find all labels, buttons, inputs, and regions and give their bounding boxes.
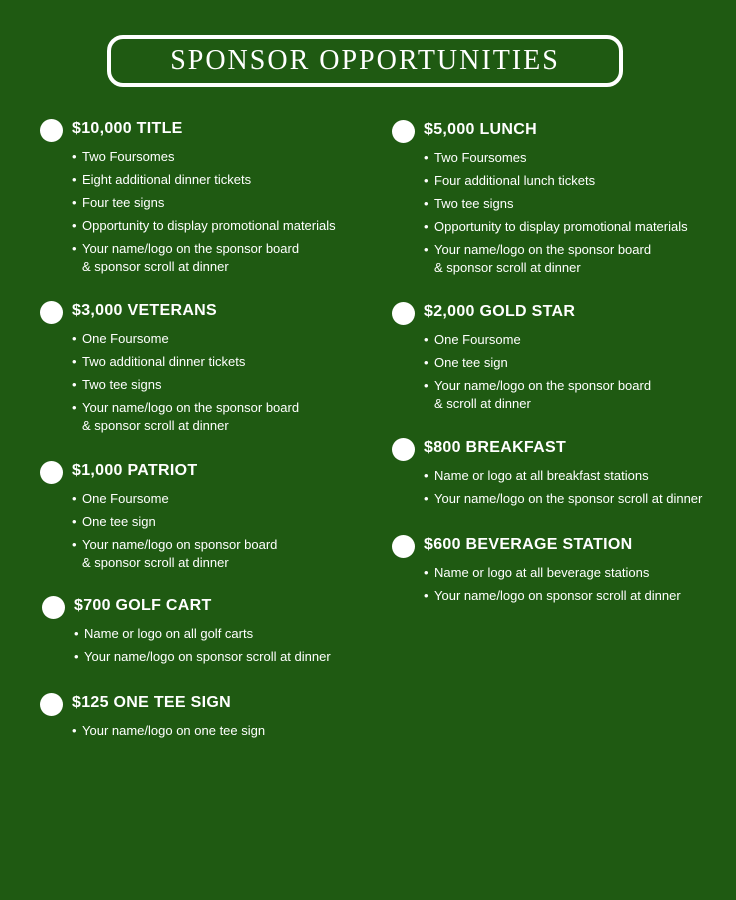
benefit-text-continued: & sponsor scroll at dinner (434, 260, 581, 275)
tier-header (392, 438, 702, 462)
benefit-text: Your name/logo on the sponsor board (434, 242, 652, 257)
benefit-item (424, 467, 702, 485)
benefit-item (424, 354, 651, 372)
benefit-text: Your name/logo on the sponsor board (82, 241, 300, 256)
benefit-item (424, 331, 651, 349)
page-title: SPONSOR OPPORTUNITIES (170, 45, 560, 76)
benefit-item (72, 217, 336, 235)
tier-header (40, 461, 277, 485)
tier-header (42, 596, 331, 620)
bullet-dot-icon: • (72, 172, 77, 187)
tier-header (392, 535, 681, 559)
tier-header (392, 120, 688, 144)
benefit-item (424, 241, 688, 277)
benefit-text-continued: & sponsor scroll at dinner (82, 418, 229, 433)
sponsor-tier (40, 301, 299, 440)
benefit-text: One tee sign (82, 514, 156, 529)
circle-bullet-icon (40, 461, 63, 484)
tier-title: $1,000 PATRIOT (72, 462, 198, 479)
tier-title: $125 ONE TEE SIGN (72, 694, 231, 711)
benefit-item (424, 149, 688, 167)
sponsor-tier (42, 596, 331, 671)
benefit-item (72, 722, 265, 740)
bullet-dot-icon: • (424, 588, 429, 603)
bullet-dot-icon: • (74, 649, 79, 664)
benefit-text: Opportunity to display promotional materials (434, 219, 688, 234)
benefit-text-continued: & sponsor scroll at dinner (82, 555, 229, 570)
sponsor-tier (392, 120, 688, 282)
page-title-box (107, 35, 623, 87)
benefit-text-continued: & sponsor scroll at dinner (82, 259, 229, 274)
benefit-text: Name or logo at all breakfast stations (434, 468, 649, 483)
bullet-dot-icon: • (74, 626, 79, 641)
benefit-text: Your name/logo on the sponsor board (434, 378, 652, 393)
benefit-text: One Foursome (434, 332, 521, 347)
benefit-item (72, 490, 277, 508)
bullet-dot-icon: • (424, 173, 429, 188)
benefit-item (72, 376, 299, 394)
tier-benefits-list (72, 148, 336, 276)
benefit-text: One tee sign (434, 355, 508, 370)
circle-bullet-icon (40, 693, 63, 716)
tier-benefits-list (424, 331, 651, 413)
tier-benefits-list (74, 625, 331, 666)
benefit-item (72, 171, 336, 189)
bullet-dot-icon: • (72, 377, 77, 392)
benefit-text: Your name/logo on sponsor board (82, 537, 278, 552)
tier-benefits-list (424, 564, 681, 605)
benefit-item (424, 218, 688, 236)
benefit-text: One Foursome (82, 331, 169, 346)
bullet-dot-icon: • (72, 354, 77, 369)
bullet-dot-icon: • (72, 331, 77, 346)
benefit-item (72, 353, 299, 371)
benefit-item (72, 330, 299, 348)
tier-title: $600 BEVERAGE STATION (424, 536, 633, 553)
benefit-text: Two Foursomes (82, 149, 175, 164)
benefit-text: Your name/logo on the sponsor scroll at dinner (434, 491, 703, 506)
sponsor-tier (392, 535, 681, 610)
benefit-text-continued: & scroll at dinner (434, 396, 531, 411)
sponsor-tier (392, 438, 702, 513)
benefit-item (424, 587, 681, 605)
benefit-item (72, 194, 336, 212)
bullet-dot-icon: • (72, 514, 77, 529)
benefit-item (424, 172, 688, 190)
sponsor-tier (40, 119, 336, 281)
benefit-item (72, 399, 299, 435)
benefit-text: Two Foursomes (434, 150, 527, 165)
circle-bullet-icon (392, 302, 415, 325)
circle-bullet-icon (40, 301, 63, 324)
benefit-text: Four additional lunch tickets (434, 173, 596, 188)
sponsor-tier (40, 693, 265, 745)
tier-benefits-list (424, 467, 702, 508)
tier-benefits-list (72, 490, 277, 572)
benefit-item (74, 648, 331, 666)
bullet-dot-icon: • (72, 723, 77, 738)
tier-header (40, 301, 299, 325)
benefit-item (72, 513, 277, 531)
benefit-text: Your name/logo on sponsor scroll at dinner (84, 649, 331, 664)
bullet-dot-icon: • (72, 400, 77, 415)
benefit-text: Your name/logo on one tee sign (82, 723, 266, 738)
tier-title: $3,000 VETERANS (72, 302, 218, 319)
circle-bullet-icon (392, 120, 415, 143)
benefit-text: Opportunity to display promotional materials (82, 218, 336, 233)
bullet-dot-icon: • (72, 218, 77, 233)
benefit-item (72, 240, 336, 276)
bullet-dot-icon: • (424, 378, 429, 393)
tier-title: $700 GOLF CART (74, 597, 212, 614)
tier-benefits-list (72, 722, 265, 740)
bullet-dot-icon: • (424, 355, 429, 370)
bullet-dot-icon: • (424, 150, 429, 165)
benefit-item (424, 195, 688, 213)
bullet-dot-icon: • (72, 491, 77, 506)
tier-header (392, 302, 651, 326)
tier-benefits-list (72, 330, 299, 435)
tier-title: $5,000 LUNCH (424, 121, 537, 138)
benefit-item (424, 490, 702, 508)
bullet-dot-icon: • (424, 219, 429, 234)
bullet-dot-icon: • (72, 537, 77, 552)
benefit-item (74, 625, 331, 643)
circle-bullet-icon (42, 596, 65, 619)
bullet-dot-icon: • (72, 195, 77, 210)
tier-title: $800 BREAKFAST (424, 439, 567, 456)
tier-header (40, 119, 336, 143)
tier-benefits-list (424, 149, 688, 277)
bullet-dot-icon: • (424, 565, 429, 580)
benefit-text: Your name/logo on the sponsor board (82, 400, 300, 415)
bullet-dot-icon: • (72, 149, 77, 164)
sponsor-tier (392, 302, 651, 418)
circle-bullet-icon (392, 438, 415, 461)
bullet-dot-icon: • (424, 242, 429, 257)
bullet-dot-icon: • (72, 241, 77, 256)
bullet-dot-icon: • (424, 332, 429, 347)
benefit-text: Two tee signs (82, 377, 162, 392)
benefit-item (424, 564, 681, 582)
benefit-text: One Foursome (82, 491, 169, 506)
benefit-text: Name or logo at all beverage stations (434, 565, 650, 580)
benefit-item (72, 536, 277, 572)
tier-title: $10,000 TITLE (72, 120, 183, 137)
bullet-dot-icon: • (424, 491, 429, 506)
circle-bullet-icon (40, 119, 63, 142)
benefit-text: Two tee signs (434, 196, 514, 211)
benefit-text: Two additional dinner tickets (82, 354, 246, 369)
benefit-text: Your name/logo on sponsor scroll at dinner (434, 588, 681, 603)
benefit-text: Name or logo on all golf carts (84, 626, 254, 641)
circle-bullet-icon (392, 535, 415, 558)
benefit-item (424, 377, 651, 413)
tier-title: $2,000 GOLD STAR (424, 303, 576, 320)
tier-header (40, 693, 265, 717)
bullet-dot-icon: • (424, 196, 429, 211)
benefit-text: Eight additional dinner tickets (82, 172, 252, 187)
benefit-text: Four tee signs (82, 195, 165, 210)
bullet-dot-icon: • (424, 468, 429, 483)
sponsor-tier (40, 461, 277, 577)
benefit-item (72, 148, 336, 166)
